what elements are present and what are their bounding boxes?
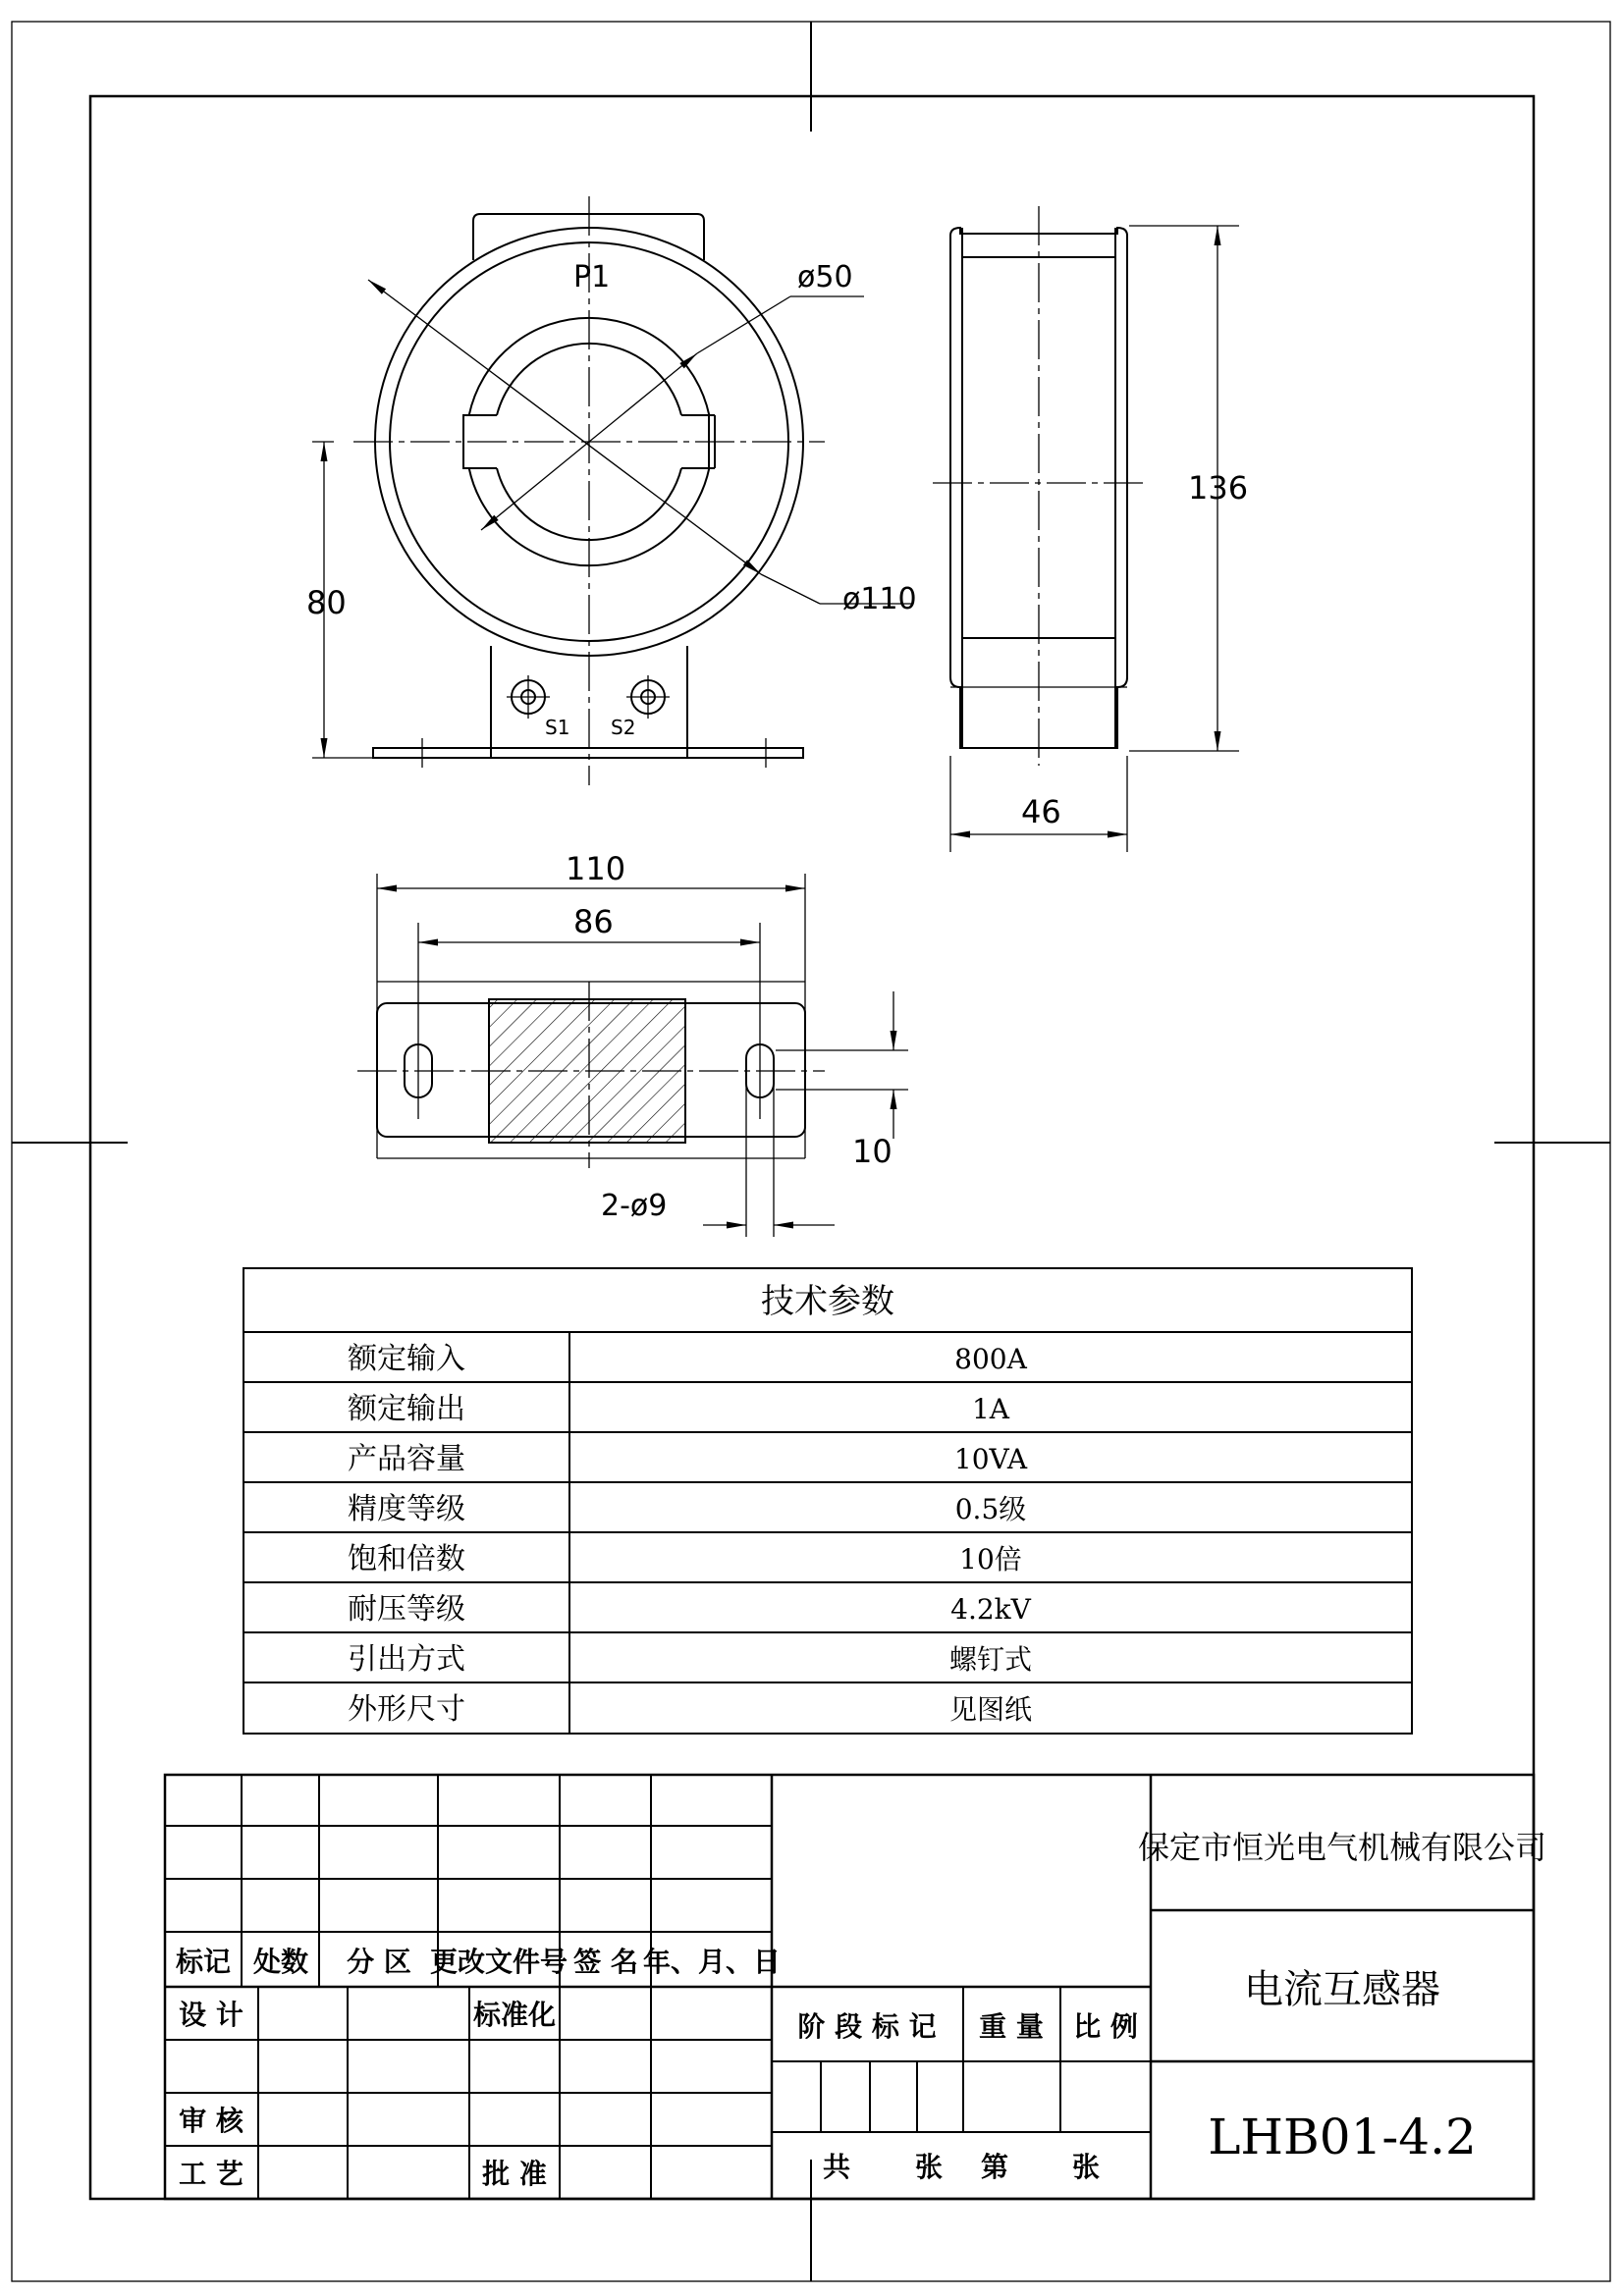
label-design: 设 计 <box>179 1999 243 2031</box>
spec-value: 0.5级 <box>954 1493 1027 1525</box>
label-total: 共 <box>822 2151 851 2183</box>
spec-row <box>348 1542 1022 1576</box>
spec-value: 1A <box>971 1393 1010 1425</box>
spec-param: 耐压等级 <box>348 1592 465 1627</box>
rev-header-change-doc: 更改文件号 <box>429 1946 568 1978</box>
dim-side-height: 136 <box>1188 469 1249 507</box>
rev-header-signature: 签 名 <box>573 1946 638 1978</box>
rev-header-count: 处数 <box>252 1946 309 1978</box>
spec-param: 产品容量 <box>348 1442 465 1476</box>
spec-value: 螺钉式 <box>948 1643 1033 1676</box>
rev-header-zone: 分 区 <box>347 1946 411 1978</box>
label-approve: 批 准 <box>482 2158 547 2190</box>
rev-header-date: 年、月、日 <box>642 1946 782 1978</box>
spec-row <box>348 1342 1028 1376</box>
label-sheets-total: 张 <box>914 2151 944 2183</box>
spec-row <box>348 1592 1032 1627</box>
label-standardize: 标准化 <box>472 1999 557 2031</box>
rev-header-mark: 标记 <box>175 1946 232 1978</box>
company-name: 保定市恒光电气机械有限公司 <box>1137 1829 1547 1866</box>
label-scale: 比 例 <box>1073 2010 1138 2043</box>
product-name: 电流互感器 <box>1244 1967 1440 2012</box>
spec-param: 额定输出 <box>348 1392 465 1426</box>
spec-value: 10倍 <box>959 1543 1022 1575</box>
terminal-s2-screw <box>626 675 670 719</box>
spec-value: 800A <box>954 1343 1027 1375</box>
spec-row <box>348 1642 1032 1677</box>
spec-row <box>348 1492 1026 1526</box>
terminal-p1-label: P1 <box>573 260 611 294</box>
spec-param: 外形尺寸 <box>348 1692 465 1727</box>
bottom-view <box>357 874 908 1237</box>
dim-side-width: 46 <box>1021 793 1061 830</box>
spec-value: 见图纸 <box>948 1693 1033 1726</box>
spec-value: 4.2kV <box>950 1593 1031 1626</box>
label-stage: 阶 段 标 记 <box>797 2010 937 2043</box>
label-weight: 重 量 <box>979 2010 1044 2043</box>
dim-hole-spacing: 86 <box>573 903 614 940</box>
spec-row <box>348 1442 1028 1476</box>
spec-param: 精度等级 <box>348 1492 465 1526</box>
label-review: 审 核 <box>179 2105 243 2137</box>
spec-param: 引出方式 <box>348 1642 465 1677</box>
spec-table-title: 技术参数 <box>761 1282 894 1321</box>
spec-row <box>348 1692 1032 1727</box>
spec-value: 10VA <box>953 1443 1028 1475</box>
dim-front-height: 80 <box>306 584 347 621</box>
dim-holes: 2-ø9 <box>601 1189 668 1223</box>
spec-param: 额定输入 <box>348 1342 465 1376</box>
dim-inner-diameter: ø50 <box>797 260 853 294</box>
terminal-s1-screw <box>507 675 550 719</box>
label-sheet-no: 第 <box>980 2151 1009 2183</box>
dim-slot-width: 10 <box>852 1133 893 1170</box>
dim-outer-diameter: ø110 <box>842 582 917 616</box>
dim-bottom-overall: 110 <box>566 850 626 887</box>
spec-param: 饱和倍数 <box>348 1542 465 1576</box>
side-view <box>933 206 1239 852</box>
drawing-number: LHB01-4.2 <box>1208 2109 1477 2165</box>
terminal-s2-label: S2 <box>611 716 636 739</box>
label-process: 工 艺 <box>179 2158 243 2190</box>
terminal-s1-label: S1 <box>545 716 570 739</box>
spec-row <box>348 1392 1010 1426</box>
label-sheets-current: 张 <box>1071 2151 1101 2183</box>
sheet-frame <box>12 22 1610 2281</box>
